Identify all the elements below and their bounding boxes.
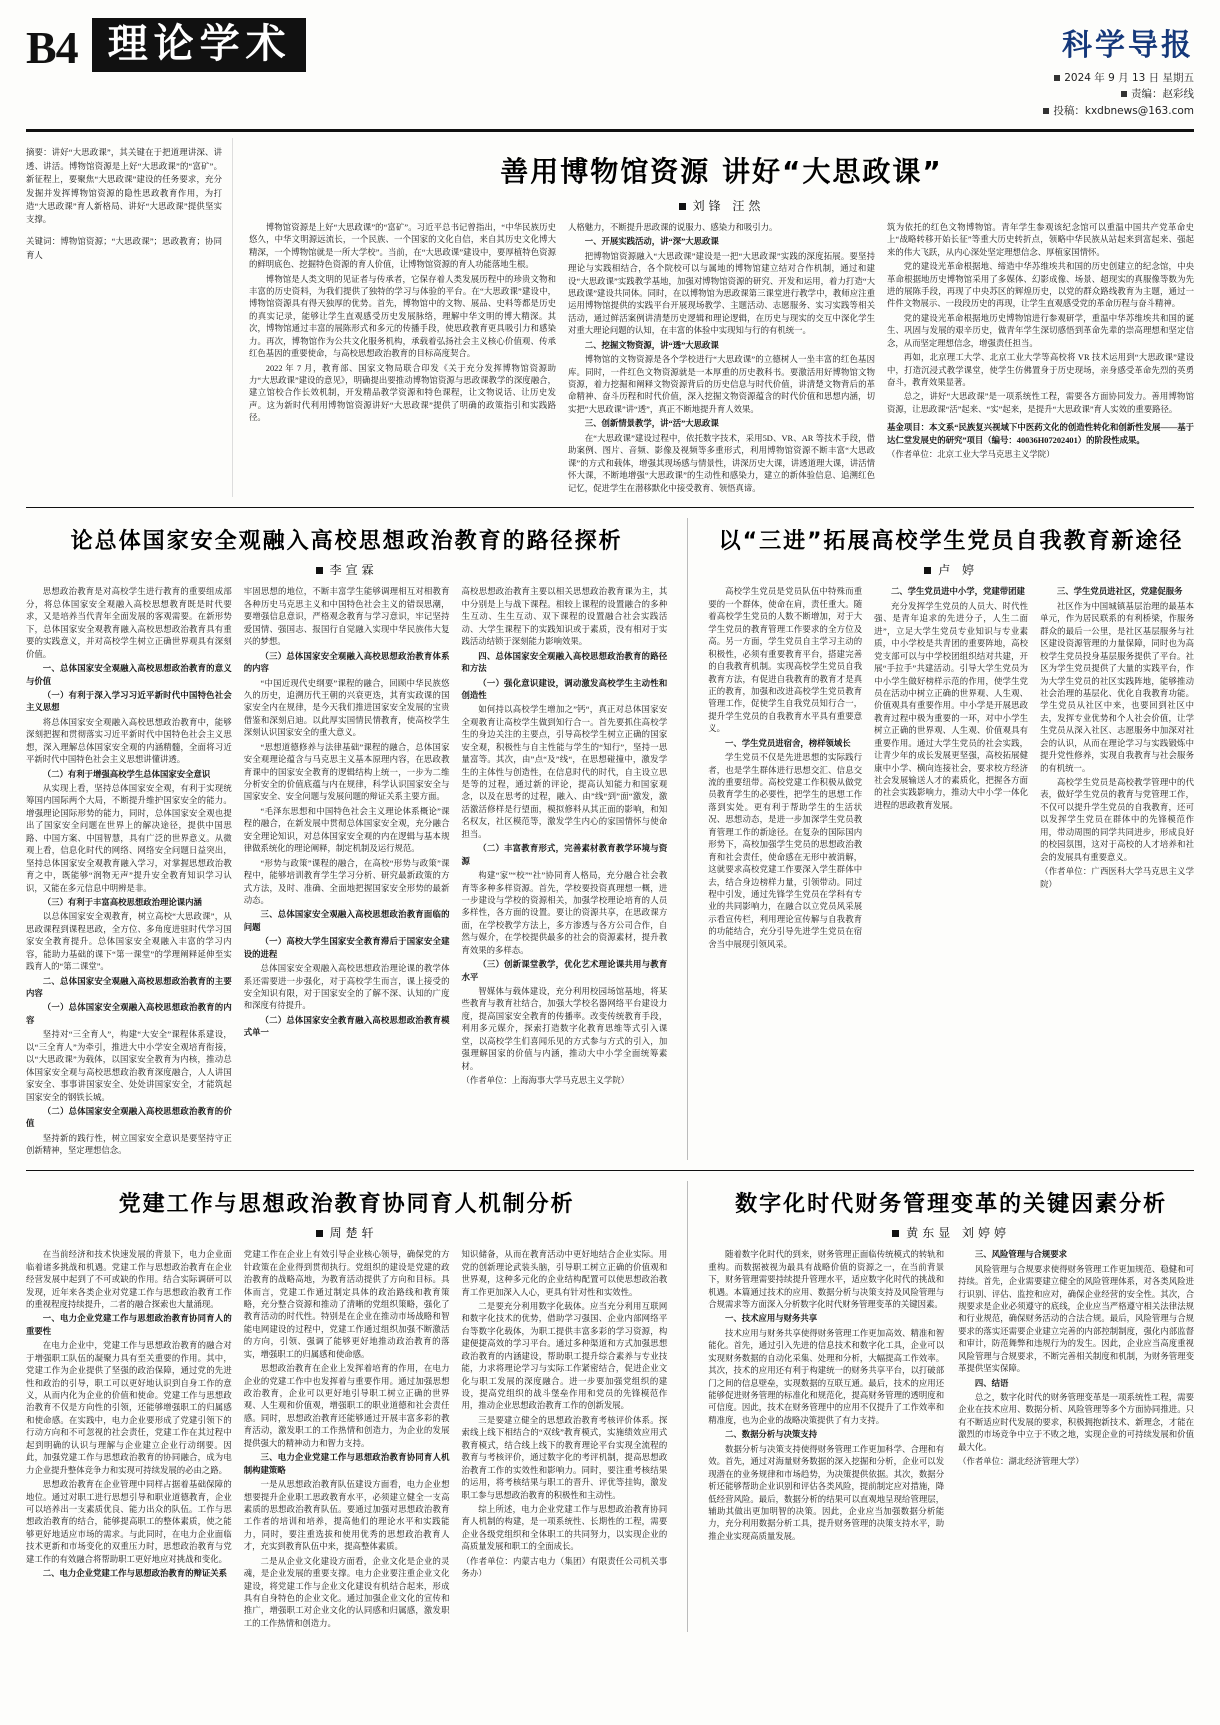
subheading: 二、学生党员进中小学，党建带团建 bbox=[890, 587, 1025, 597]
paragraph: 在电力企业中，党建工作与思想政治教育的融合对于增强职工队伍的凝聚力具有至关重要的作用。其中，党建工作为企业提供了坚强的政治保障，通过党的先进性和政治的引导，职工可以更好地认识到自身工作的意义，从而内化为企业的价值和使命。党建工作与思想政治教育不仅是方向性的引领，还能够增强职工的归属感和使命感。在实践中，电力企业要形成了党建引领下的行动方向和不可忽视的社会责任，党建工作在其过程中起到明确的认识与理解与企业建立企业行动纲要。因此，加强党建工作与思想政治教育的协同融合，成为电力企业提升整体竞争力和实现可持续发展的必由之路。 bbox=[26, 1341, 232, 1475]
subheading: （一）有利于深入学习习近平新时代中国特色社会主义思想 bbox=[26, 690, 232, 713]
paragraph: 思想政治教育是对高校学生进行教育的重要组成部分，将总体国家安全观融入高校思想教育既是时代要求，又是培养当代青年全面发展的客观需要。在新形势下，总体国家安全观教育融入高校思想政治教育具有重要的实践意义，并对高校学生树立正确世界观具有深刻价值。 bbox=[26, 587, 232, 659]
article3-signature: （作者单位：广西医科大学马克思主义学院） bbox=[1040, 867, 1194, 889]
paragraph: 党建工作在企业上有效引导企业核心领导，确保党的方针政策在企业得到贯彻执行。党组织的建设是党建的政治教育的战略高地，为教育活动提供了方向和目标。具体而言，党建工作通过制定具体的政治路线和教育策略，充分整合资源和推动了清晰的党组织策略，强化了教育活动的时代性。特别是在企业在推动市场战略和智能电网建设的过程中，党建工作通过组织加强不断激活的方向，引领、强调了能够更好地推动政治教育的落实，增强职工的归属感和使命感。 bbox=[243, 1250, 450, 1359]
subheading: 三、总体国家安全观融入高校思想政治教育面临的问题 bbox=[243, 910, 450, 932]
subheading: 二、挖掘文物资源，讲“透”大思政课 bbox=[584, 340, 719, 350]
paragraph: 高校思想政治教育主要以相关思想政治教育课为主，其中分别是上与战下课程。相较上课程的设置融合的多种生互动、生生互动、双下课程的设置融合社会实践活动、大学生课程下的实践知识或于素质，没有相对于实践活动结锁于深刻能力影响效果。 bbox=[461, 587, 668, 647]
masthead bbox=[26, 18, 1194, 132]
article5-col-1 bbox=[708, 1249, 944, 1545]
subheading: （一）总体国家安全观融入高校思想政治教育的内容 bbox=[26, 1003, 232, 1025]
paragraph: 再如，北京理工大学、北京工业大学等高校将 VR 技术运用到“大思政课”建设中，打造沉浸式教学课堂，使学生仿佛置身于历史现场，亲身感受革命先烈的英勇奋斗，教育效果显著。 bbox=[887, 353, 1194, 388]
article3-col-3 bbox=[1040, 586, 1194, 953]
paragraph: 如何持以高校学生增加之”钙“，真正对总体国家安全观教育让高校学生做到知行合一。首先要抓住高校学生的身边关注的主要点，引导高校学生树立正确的国家安全观，积极性与自主性能与学生的“知行”，坚持一思量富等。其次，由”点“及”线“，在思想碰撞中，激发学生的主体性与创造性，在信息时代的时代，自主设立思是等的过程，通过新的评论，提高认知能力和国家观念，以及在思考的过程，融入、由”线“到”面“激发，激活激活修样是行望面，模拟修料从其正面的影响，和知名权友，社区模范等，激发学生内心的家国情怀与使命担当。 bbox=[461, 705, 668, 839]
byline-bullet-icon bbox=[679, 203, 686, 210]
subheading: （一）强化意识建设，调动激发高校学生主动性和创造性 bbox=[461, 678, 668, 700]
subheading: （二）丰富教育形式，完善素材教育教学环境与资源 bbox=[461, 844, 668, 866]
mid-zone bbox=[26, 518, 1194, 1160]
masthead-meta bbox=[1043, 70, 1194, 119]
paragraph: 构建“家”“校”“社”协同育人格局，充分融合社会教育等多种多样资源。首先，学校要投资真理想一概，进一步建设与学校的资源相关，加强学校理论培育的人员多样性，各方面的设置。要让的资源共享，在思政课方面，在学校教学方法上，多方渗透与各方公司合作，自然与媒介，在学校提供最多的社会的资源素材，提升教育效果的多样态。 bbox=[461, 871, 668, 955]
paragraph: 一是从思想政治教育队伍建设方面看，电力企业想想要提升企业职工思政教育水平，必须建立健全一支高素质的思想政治教育队伍。要通过加强对思想政治教育工作者的培训和培养，提高他们的理论水平和实践能力，同时，要注重选拔和使用优秀的思想政治教育人才，充实到教育队伍中来，提高整体素质。 bbox=[243, 1480, 450, 1552]
paragraph: “毛泽东思想和中国特色社会主义理论体系概论”课程的融合，在新发展中贯彻总体国家安全观，充分融合安全理论知识，对总体国家安全观的内在逻辑与基本规律做系统化的理论阐释，制定机制及运行规范。 bbox=[243, 806, 450, 854]
article4-author: 周楚轩 bbox=[329, 1226, 378, 1241]
vertical-divider bbox=[687, 518, 688, 1160]
paragraph: 知识储备，从而在教育活动中更好地结合企业实际。用党的创新理论武装头脑，引导职工树立正确的价值观和世界观，这种多元化的企业结构配置可以使思想政治教育工作更加深入人心，更具有针对性和实效性。 bbox=[461, 1250, 668, 1297]
subheading: 四、总体国家安全观融入高校思想政治教育的路径和方法 bbox=[461, 651, 668, 674]
paragraph: 博物馆资源是上好“大思政课”的“富矿”。习近平总书记曾指出，“中华民族历史悠久，中华文明源远流长，一个民族、一个国家的文化自信，来自其历史文化博大精深，一个博物馆就是一所大学校”。当前，在“大思政课”建设中，要厚植特色资源的鲜明底色、挖掘特色资源的育人价值，让博物馆资源的育人功能落地生根。 bbox=[249, 222, 556, 270]
paragraph: “形势与政策”课程的融合，在高校“形势与政策”课程中，能够培训教育学生学习分析、研究最新政策的方式方法，及时、准确、全面地把握国家安全形势的最新动态。 bbox=[243, 858, 450, 905]
subheading: 一、总体国家安全观融入高校思想政治教育的意义与价值 bbox=[26, 664, 232, 686]
article5-col-2 bbox=[958, 1249, 1194, 1545]
paragraph: 技术应用与财务共享使得财务管理工作更加高效、精准和智能化。首先，通过引入先进的信息技术和数字化工具，企业可以实现财务数据的自动化采集、处理和分析，大幅提高工作效率。其次，技术的应用还有利于构建统一的财务共享平台，以打破部门之间的信息壁垒，实现数据的互联互通。最后，技术的应用还能够促进财务管理的标准化和规范化，提高财务管理的透明度和可信度。因此，技术在财务管理中的应用不仅提升了工作效率和精准度，也为企业的战略决策提供了有力支持。 bbox=[708, 1328, 945, 1425]
article2-title: 论总体国家安全观融入高校思想政治教育的路径探析 bbox=[70, 528, 623, 554]
article5-authors: 黄东显 刘婷婷 bbox=[906, 1226, 1011, 1241]
section-badge: 理论学术 bbox=[92, 18, 306, 72]
article3-author: 卢 婷 bbox=[938, 563, 979, 578]
paragraph: 高校学生党员是党员队伍中特殊而重要的一个群体，使命在肩，责任重大。随着高校学生党员的人数不断增加，对于大学生党员的教育管理工作要求的全方位及高。另一方面，学生党员自主学习主动的积极性，必须有重要教育平台，搭建完善的自我教育机制。实现高校学生党员自我教育方法，有促进自我教育的教育才是真正的教育，加强和改进高校学生党员教育管理工作，促使学生自我党员知行合一，提升学生党员的自我教育水平具有重要意义。 bbox=[708, 587, 863, 734]
funding-note: 基金项目：本文系“民族复兴视域下中医药文化的创造性转化和创新性发展——基于达仁堂发展史的研究”项目（编号：40036H07202401）的阶段性成果。 bbox=[887, 423, 1194, 445]
article1-title: 善用博物馆资源 讲好“大思政课” bbox=[500, 154, 943, 188]
paragraph: 筑为依托的红色文物博物馆。青年学生参观该纪念馆可以重温中国共产党革命史上“战略转移开始长征”等重大历史转折点，领略中华民族从站起来到富起来、强起来的伟大飞跃，从内心深处坚定理想信念、厚植家国情怀。 bbox=[887, 222, 1194, 257]
article2-author: 李宣霖 bbox=[329, 563, 378, 578]
paragraph: 党的建设光革命根据地、缔造中华苏维埃共和国的历史创建立的纪念馆，中央革命根据地历史博物馆采用了多媒体、幻影成像、场景、超现实的真服像等数为先进的展陈手段，再现了中央苏区的辉煌历史，以党的群众路线教育为主题，通过一件件文物展示、一段段历史的再现，让学生直观感受党的革命历程与奋斗精神。 bbox=[887, 262, 1194, 309]
subheading: （三）有利于丰富高校思想政治理论课内涵 bbox=[42, 897, 202, 907]
article4-col-3 bbox=[461, 1249, 667, 1632]
paragraph: 随着数字化时代的到来，财务管理正面临传统模式的转轨和重构。而数据被视为最具有战略价值的资源之一，在当前背景下，财务管理需要持续提升管理水平，适应数字化时代的挑战和机遇。本篇通过技术的应用、数据分析与决策支持及风险管理与合规需求等方面深入分析数字化时代财务管理变革的关键因素。 bbox=[708, 1250, 945, 1309]
article4-title: 党建工作与思想政治教育协同育人机制分析 bbox=[118, 1191, 575, 1217]
subheading: 二、数据分析与决策支持 bbox=[725, 1430, 818, 1440]
paragraph: 人格魅力，不断提升思政课的说服力、感染力和吸引力。 bbox=[568, 222, 778, 232]
subheading: 三、创新情景教学，讲“活”大思政课 bbox=[584, 419, 719, 429]
masthead-right bbox=[1043, 18, 1194, 119]
section-divider bbox=[26, 1170, 1194, 1171]
article1-signature: （作者单位：北京工业大学马克思主义学院） bbox=[887, 450, 1055, 460]
paragraph: 博物馆是人类文明的见证者与传承者，它保存着人类发展历程中的珍贵文物和丰富的历史资料，为我们提供了独特的学习与体验的平台。在“大思政课”建设中，博物馆资源具有得天独厚的优势。首先，博物馆中的文物、展品、史料等都是历史的真实记录，能够让学生直观感受历史发展脉络，理解中华文明的博大精深。其次，博物馆通过丰富的展陈形式和多元的传播手段，使思政教育更具吸引力和感染力。再次，博物馆作为公共文化服务机构，承载着弘扬社会主义核心价值观、传承红色基因的重要使命，与高校思想政治教育的目标高度契合。 bbox=[249, 274, 556, 359]
paragraph: 将总体国家安全观融入高校思想政治教育中，能够深刻把握和贯彻落实习近平新时代中国特色社会主义思想，深入理解总体国家安全观的内涵精髓，全面将习近平新时代中国特色社会主义思想讲懂讲透。 bbox=[26, 717, 232, 765]
article1-col-3 bbox=[887, 222, 1194, 497]
paragraph: 牢固思想的地位，不断丰富学生能够调理相互对相教育各种历史马克思主义和中国特色社会主义的错误思潮，要增强信息意识，严格观念教育与学习意识，牢记坚持爱国情、强国志、报国行自觉融入实现中华民族伟大复兴的梦想。 bbox=[243, 587, 450, 647]
byline-bullet-icon bbox=[316, 567, 323, 574]
paragraph: 思想政治教育在企业管理中同样占据着基础保障的地位。通过对职工进行思想引导和职业道德教育，企业可以培养出一支素质优良、能力出众的队伍。工作与思想政治教育的结合，能够提高职工的整体素质，使之能够更好地适应市场的需求。与此同时，在电力企业面临技术更新和市场变化的双重压力时，思想政治教育与党建工作的有效融合将帮助职工更好地应对挑战和变化。 bbox=[26, 1480, 232, 1564]
paragraph: 智媒体与载体建设，充分利用校园场馆基地，将某些教育与教育社结合，加强大学校名器网络平台建设力度，提高国家安全教育的传播率。改变传统教育手段，利用多元媒介，探索打造数字化教育思维等式引入课堂，以高校学生们喜闻乐见的方式参与方式的引入，加强理解国家的价值与内涵，推动大中小学全面统筹素材。 bbox=[461, 987, 668, 1071]
article-museum bbox=[26, 138, 1194, 497]
subheading: 二、电力企业党建工作与思想政治教育的辩证关系 bbox=[42, 1569, 228, 1579]
paragraph: 2022 年 7 月，教育部、国家文物局联合印发《关于充分发挥博物馆资源助力“大思政课”建设的意见》，明确提出要推动博物馆资源与思政课教学的深度融合，建立馆校合作长效机制，开发精品教学资源和特色课程，让文物说话、让历史发声。这为新时代利用博物馆资源讲好“大思政课”提供了明确的政策指引和实践路径。 bbox=[249, 363, 556, 423]
subheading: 二、总体国家安全观融入高校思想政治教育的主要内容 bbox=[26, 976, 232, 999]
article2-col-1 bbox=[26, 586, 232, 1159]
paragraph: 二是从企业文化建设方面看，企业文化是企业的灵魂，是企业发展的重要支撑。电力企业要注重企业文化建设，将党建工作与企业文化建设有机结合起来，形成具有自身特色的企业文化。通过加强企业文化的宣传和推广，增强职工对企业文化的认同感和归属感，激发职工的工作热情和创造力。 bbox=[243, 1556, 450, 1628]
article-financial-management bbox=[708, 1181, 1194, 1633]
article-abstract-block bbox=[26, 138, 233, 497]
article3-col-2 bbox=[874, 586, 1028, 953]
article-party-building bbox=[26, 1181, 667, 1633]
paragraph: 在当前经济和技术快速发展的背景下，电力企业面临着诸多挑战和机遇。党建工作与思想政治教育在企业经营发展中起到了不可或缺的作用。结合实际调研可以发现，近年来各类企业对党建工作与思想政治教育工作的重视程度持续提升，二者的融合探索也大量涌现。 bbox=[26, 1250, 232, 1309]
article5-title: 数字化时代财务管理变革的关键因素分析 bbox=[735, 1191, 1168, 1217]
byline-bullet-icon bbox=[316, 1230, 323, 1237]
paragraph: “中国近现代史纲要”课程的融合，回顾中华民族悠久的历史，追溯历代王朝的兴衰更迭，其育实政课的国家安全内在规律，是今天我们推进国家安全发展的宝贵借鉴和深刻启迪。以此厚实国情民情教育，使高校学生深刻认识国家安全的重大意义。 bbox=[243, 678, 450, 738]
subheading: （三）创新课堂教学，优化艺术理论课共用与教育水平 bbox=[461, 960, 668, 982]
paragraph: 思想政治教育在企业上发挥着培育的作用，在电力企业的党建工作中也发挥着与重要作用。通过加强思想政治教育，企业可以更好地引导职工树立正确的世界观、人生观和价值观，增强职工的职业道德和社会责任感。同时，思想政治教育还能够通过开展丰富多彩的教育活动，激发职工的工作热情和创造力，为企业的发展提供强大的精神动力和智力支持。 bbox=[243, 1364, 450, 1448]
paragraph: 博物馆的文物资源是各个学校进行“大思政课”的立德树人一坐丰富的红色基因库。同时，一件红色文物资源就是一本厚重的历史教科书。要激活用好博物馆文物资源，着力挖掘和阐释文物资源背后的历史信息与时代价值，讲清楚文物背后的革命精神、奋斗历程和时代价值，深入挖掘文物资源蕴含的时代价值和思想内涵，切实把“大思政课”讲“透”，真正不断地提升育人效果。 bbox=[568, 355, 875, 414]
paragraph: 总之，讲好“大思政课”是一项系统性工程，需要各方面协同发力。善用博物馆资源，让思政课“活”起来、“实”起来，是提升“大思政课”育人实效的重要路径。 bbox=[887, 392, 1194, 414]
subheading: 一、电力企业党建工作与思想政治教育协同育人的重要性 bbox=[26, 1314, 232, 1336]
article1-authors: 刘锋 汪然 bbox=[692, 198, 765, 213]
article5-columns bbox=[708, 1249, 1194, 1545]
paper-title: 科学导报 bbox=[1062, 29, 1194, 62]
bullet-square-icon bbox=[1054, 75, 1060, 81]
article3-columns bbox=[708, 586, 1194, 953]
paragraph: “思想道德修养与法律基础”课程的融合，总体国家安全观理论蕴含与马克思主义基本原理内容，在思政教育课中的国家安全教育的逻辑结构上统一，一步为二维分析安全的价值底蕴与内在规律，科学认识国家安全与国家安全、安全问题与发展问题的辩证关系主要方面。 bbox=[243, 742, 450, 802]
bullet-square-icon bbox=[1043, 108, 1049, 114]
keywords-text: 关键词：博物馆资源；“大思政课”；思政教育；协同育人 bbox=[26, 237, 222, 260]
paragraph: 二是要充分利用数字化载体。应当充分利用互联网和数字化技术的优势，借助学习强国、企业内部网络平台等数字化载体，为职工提供丰富多彩的学习资源，构建便捷高效的学习平台。通过多种渠道和方式加强思想政治教育的内涵建设，帮助职工提升综合素养与专业技能，力求将理论学习与实际工作紧密结合，促进企业文化与职工发展的深度融合。进一步要加强党组织的建设，提高党组织的战斗堡垒作用和党员的先锋模范作用，推动企业思想政治教育工作的创新发展。 bbox=[461, 1301, 668, 1411]
article3-col-1 bbox=[708, 586, 862, 953]
article1-col-1 bbox=[249, 222, 556, 497]
article1-byline bbox=[249, 197, 1194, 214]
paragraph: 坚持新的践行性，树立国家安全意识是要坚持守正创新精神，坚定理想信念。 bbox=[26, 1133, 232, 1156]
paragraph: 充分发挥学生党员的人员大、时代性强、是青年追求的先进分子，人生二面进”，立足大学生党员专业知识与专业素质，中小学校是共青团的重要阵地，高校党支部可以与中学校团组织结对共建，开展“手拉手”共建活动。引导大学生党员为中小学生做好榜样示范的作用，使学生党员在活动中树立正确的世界观、人生观、价值观具有重要作用。中小学是开展思政教育过程中极为重要的一环，对中小学生树立正确的世界观、人生观、价值观具有重要作用。通过大学生党员的社会实践，让青少年的成长发展更坚强，高校拓展健康中小学、横向连接社会，要求校方经济社会发展输送人才的素质化，把握各方面的社会实践影响力，推动大中小学一体化进程的思政教育发展。 bbox=[874, 601, 1029, 810]
article4-col-2 bbox=[244, 1249, 450, 1632]
issue-date: 2024 年 9 月 13 日 星期五 bbox=[1064, 72, 1194, 84]
subheading: 三、电力企业党建工作与思想政治教育协同育人机制构建策略 bbox=[243, 1453, 450, 1475]
paragraph: 总体国家安全观融入高校思想政治理论课的教学体系还需要进一步强化，对于高校学生而言，课上接受的安全知识有限，对于国家安全的了解不深、认知的广度和深度有待提升。 bbox=[243, 964, 450, 1011]
paragraph: 从实现上看，坚持总体国家安全观，有利于实现统筹国内国际两个大局，不断提升维护国家安全的能力。增强理论国际形势的能力，同时，总体国家安全观也提出了国家安全问题在世界上的解决途径，提供中国思路、中国方案、中国智慧，具有广泛的世界意义。从微观上看，信息化时代的网络、网络安全问题日益突出，坚持总体国家安全观教育融入学习，对掌握思想政治教育之中，既能够“润物无声”提升安全教育知识学习认识，又能在多元信息中明辨是非。 bbox=[26, 784, 232, 893]
article2-col-3 bbox=[461, 586, 667, 1159]
subheading: 一、学生党员进宿舍，榜样领域长 bbox=[725, 738, 851, 748]
abstract-text: 摘要：讲好“大思政课”，其关键在于把道理讲深、讲透、讲活。博物馆资源是上好“大思政课”的“富矿”。新征程上，要聚焦“大思政课”建设的任务要求，充分发掘并发挥博物馆资源的隐性思政教育作用，为打造“大思政课”育人新格局、讲好“大思政课”提供坚实支撑。 bbox=[26, 148, 222, 225]
subheading: 三、风险管理与合规要求 bbox=[974, 1250, 1068, 1260]
article2-columns bbox=[26, 586, 667, 1159]
byline-bullet-icon bbox=[924, 567, 931, 574]
article4-signature: （作者单位：内蒙古电力（集团）有限责任公司机关事务办） bbox=[461, 1556, 668, 1579]
paragraph: 把博物馆资源融入“大思政课”建设是一把“大思政课”实践的深度拓展。要坚持理论与实践相结合，各个院校可以与属地的博物馆建立结对合作机制，通过和建设“大思政课”实践教学基地，加强对博物馆资源的研究、开发和运用，着力打造“大思政课”建设共同体。同时，在以博物馆为思政课第三课堂进行教学中，教师应注重运用博物馆提供的实践平台开展现场教学、主题活动、志愿服务、实习实践等相关活动，通过鲜活案例讲清楚历史逻辑和理论逻辑，在历史与现实的交互中深化学生对重大理论问题的认知，在丰富的体验中实现知与行的有机统一。 bbox=[568, 251, 875, 336]
bottom-zone bbox=[26, 1181, 1194, 1633]
paragraph: 党的建设光革命根据地历史博物馆进行参观研学，重温中华苏维埃共和国的诞生、巩固与发展的艰辛历史，做青年学生深切感悟到革命先辈的崇高理想和坚定信念，从而坚定理想信念，增强责任担当。 bbox=[887, 313, 1194, 348]
article3-byline bbox=[708, 561, 1194, 578]
page-folio: B4 bbox=[26, 22, 78, 73]
paragraph: 数据分析与决策支持使得财务管理工作更加科学、合理和有效。首先，通过对海量财务数据的深入挖掘和分析，企业可以发现潜在的业务规律和市场趋势，为决策提供依据。其次，数据分析还能够帮助企业识别和评估各类风险，提前制定应对措施，降低经营风险。最后，数据分析的结果可以直观地呈现给管理层，辅助其做出更加明智的决策。因此，企业应当加强数据分析能力，充分利用数据分析工具，提升财务管理的决策支持水平，助推企业实现高质量发展。 bbox=[708, 1444, 945, 1541]
subheading: （一）高校大学生国家安全教育滞后于国家安全建设的进程 bbox=[243, 937, 450, 959]
vertical-divider bbox=[687, 1181, 688, 1633]
article4-byline bbox=[26, 1224, 667, 1241]
subheading: （三）总体国家安全观融入高校思想政治教育体系的内容 bbox=[243, 651, 450, 674]
article-student-party bbox=[708, 518, 1194, 1160]
subheading: （二）总体国家安全教育融入高校思想政治教育模式单一 bbox=[243, 1015, 450, 1038]
paragraph: 高校学生党员是高校教学管理中的代表，做好学生党员的教育与党管理工作，不仅可以提升学生党员的自我教育，还可以发挥学生党员在群体中的先锋模范作用，带动周围的同学共同进步，形成良好的校园氛围，这对于高校的人才培养和社会的发展具有重要意义。 bbox=[1040, 778, 1194, 862]
subheading: 三、学生党员进社区，党建促服务 bbox=[1056, 587, 1183, 597]
paragraph: 综上所述，电力企业党建工作与思想政治教育协同育人机制的构建，是一项系统性、长期性的工程，需要企业各级党组织和全体职工的共同努力，以实现企业的高质量发展和职工的全面成长。 bbox=[461, 1504, 668, 1552]
byline-bullet-icon bbox=[892, 1230, 899, 1237]
paragraph: 在“大思政课”建设过程中，依托数字技术，采用5D、VR、AR 等技术手段，借助案例、图片、音频、影像及视频等多重形式，利用博物馆资源不断丰富“大思政课”的方式和载体，增强其现场感与情景性，讲深历史大课，讲透道理大课，讲活情怀大课，不断地增强“大思政课”的生动性和感染力，建立的新体验信息、追溯红色记忆，促进学生在潜移默化中接受教育、领悟真谛。 bbox=[568, 433, 875, 493]
masthead-left bbox=[26, 18, 306, 72]
paragraph: 坚持对“三全育人”，构建“大安全”课程体系建设，以“三全育人”为牵引，推进大中小学安全观培育衔接，以“大思政课”为载体，以国家安全教育为内核，推动总体国家安全观与高校思想政治教育深度融合，人人讲国家安全、事事讲国家安全、处处讲国家安全，才能筑起国家安全的钢铁长城。 bbox=[26, 1030, 232, 1102]
article-national-security bbox=[26, 518, 667, 1160]
paragraph: 学生党员不仅是先进思想的实际践行者，也是学生群体进行思想交汇、信息交流的重要纽带。高校党建工作积极从做党员教育学生的必要性，把学生的思想工作落到实处。更有利于帮助学生的生活状况、思想动态，是进一步加深学生党员教育管理工作的新途径。在复杂的国际国内形势下，高校加强学生党员的思想政治教育和社会责任，使命感在无形中被消解，这就要求高校党建工作要深入学生群体中去，结合身边榜样力量，引领带动。同过程中引发，通过先锋学生党员在学科有专业的共同影响力，在融合以立党员风采展示看宣传栏，利用理论宣传解与自我教育的功能结合，充分引导先进学生党员在宿舍当中展现引领风采。 bbox=[708, 753, 863, 949]
article4-columns bbox=[26, 1249, 667, 1632]
subheading: （二）总体国家安全观融入高校思想政治教育的价值 bbox=[26, 1106, 232, 1129]
paragraph: 总之，数字化时代的财务管理变革是一项系统性工程，需要企业在技术应用、数据分析、风险管理等多个方面协同推进。只有不断适应时代发展的要求，积极拥抱新技术、新理念，才能在激烈的市场竞争中立于不败之地，实现企业的可持续发展和价值最大化。 bbox=[958, 1393, 1194, 1452]
article3-title: 以“三进”拓展高校学生党员自我教育新途径 bbox=[718, 528, 1184, 554]
paragraph: 三是要建立健全的思想政治教育考核评价体系。探索线上线下相结合的“双线”教育模式，实施绩效应用式教育模式，结合线上线下的教育理论平台实现全流程的教育与考核评价，通过数字化的考评机制，提高思想政治教育工作的实效性和影响力。同时，要注重考核结果的运用，将考核结果与职工的晋升、评优等挂钩，激发职工参与思想政治教育的积极性和主动性。 bbox=[461, 1415, 668, 1500]
paragraph: 社区作为中国城镇基层治理的最基本单元，作为居民联系的有利桥梁，作服务群众的最后一公里，是社区基层服务与社区建设资源管理的力量保障，同时也为高校学生党员投身基层服务提供了平台。社区为学生党员提供了大量的实践平台，作为大学生党员的社区实践阵地，能够推动社会治理的基层化、优化自我教育功能。学生党员从社区中来，也要回到社区中去，发挥专业优势和个人社会价值，让学生党员从深入社区、志愿服务中加深对社会的认识，从而在理论学习与实践锻炼中提升党性修养，实现自我教育与社会服务的有机统一。 bbox=[1040, 601, 1194, 773]
subheading: 四、结语 bbox=[974, 1378, 1009, 1388]
article2-col-2 bbox=[244, 586, 450, 1159]
subheading: 一、技术应用与财务共享 bbox=[725, 1314, 818, 1324]
subheading: 一、开展实践活动，讲“深”大思政课 bbox=[584, 237, 719, 247]
paragraph: 风险管理与合规要求使得财务管理工作更加规范、稳健和可持续。首先，企业需要建立健全的风险管理体系，对各类风险进行识别、评估、监控和应对，确保企业经营的安全性。其次，合规要求是企业必须遵守的底线，企业应当严格遵守相关法律法规和行业规范，确保财务活动的合法合规。最后，风险管理与合规要求的落实还需要企业建立完善的内部控制制度，强化内部监督和审计，防范舞弊和违规行为的发生。因此，企业应当高度重视风险管理与合规要求，不断完善相关制度和机制，为财务管理变革提供坚实保障。 bbox=[958, 1264, 1194, 1374]
bullet-square-icon bbox=[1121, 91, 1127, 97]
editor-credit: 责编：赵彩线 bbox=[1131, 88, 1194, 101]
subheading: （二）有利于增强高校学生总体国家安全意识 bbox=[42, 769, 211, 779]
article5-signature: （作者单位：湖北经济管理大学） bbox=[958, 1457, 1084, 1467]
article5-byline bbox=[708, 1224, 1194, 1241]
submission-email: 投稿：kxdbnews@163.com bbox=[1053, 104, 1194, 117]
paragraph: 以总体国家安全观教育，树立高校“大思政课”，从思政课程到课程思政，全方位、多角度进驻时代学习国家安全教育提升。总体国家安全观融入丰富的学习内容，能助力基础的课下“第一课堂”的学理阐释延伸至实践育人的“第二课堂”。 bbox=[26, 912, 232, 972]
article4-col-1 bbox=[26, 1249, 232, 1632]
article1-columns bbox=[249, 222, 1194, 497]
article1-col-2 bbox=[568, 222, 875, 497]
article2-byline bbox=[26, 561, 667, 578]
article2-signature: （作者单位：上海海事大学马克思主义学院） bbox=[461, 1076, 629, 1086]
section-divider bbox=[26, 507, 1194, 508]
